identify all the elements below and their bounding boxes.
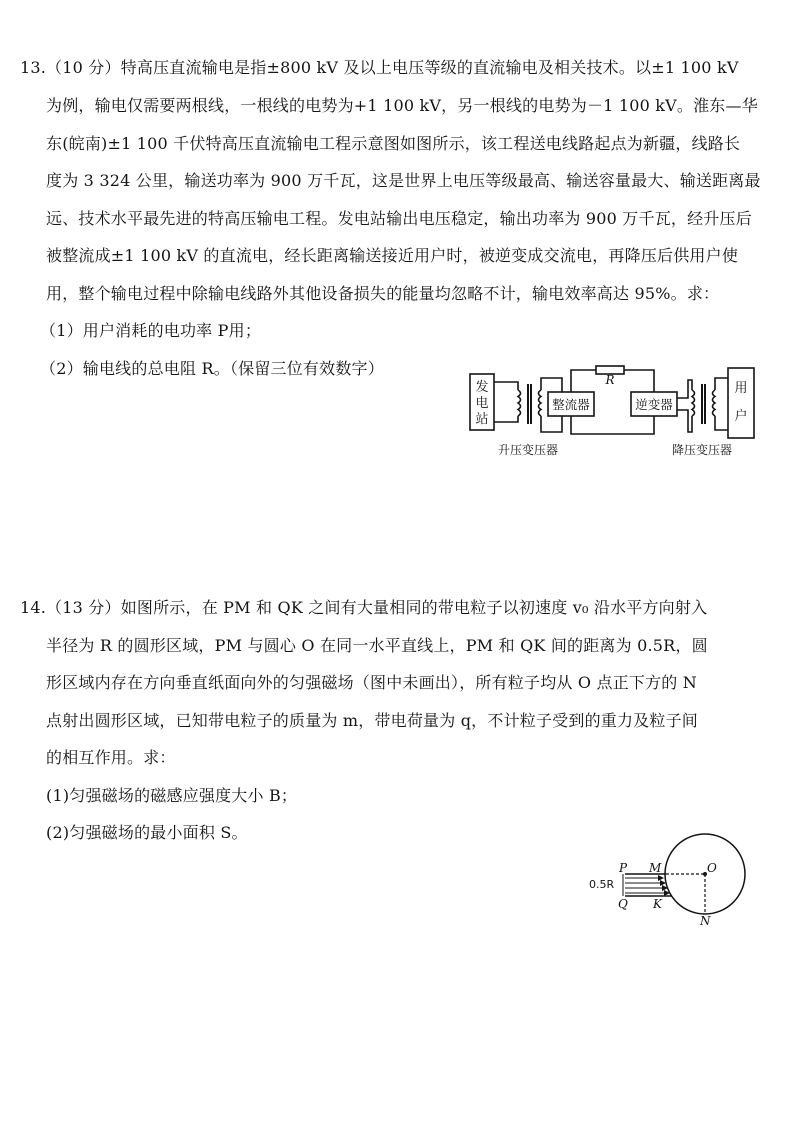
particle-beam-arrows: [625, 878, 669, 893]
q13-line-6: 被整流成±1 100 kV 的直流电，经长距离输送接近用户时，被逆变成交流电，再降压后供用户使: [46, 246, 739, 265]
q13-line-3: 东(皖南)±1 100 千伏特高压直流输电工程示意图如图所示，该工程送电线路起点为新疆，线路长: [46, 134, 741, 153]
station-char-3: 站: [475, 412, 489, 427]
q14-line-2: 半径为 R 的圆形区域，PM 与圆心 O 在同一水平直线上，PM 和 QK 间的距离为 0.5R，圆: [46, 636, 708, 655]
q14-line-5: 的相互作用。求：: [46, 748, 176, 767]
label-N: N: [700, 914, 711, 928]
q14-line-1: 14.（13 分）如图所示，在 PM 和 QK 之间有大量相同的带电粒子以初速度 v₀ 沿水平方向射入: [20, 598, 708, 617]
q13-sub-question-2: （2）输电线的总电阻 R。（保留三位有效数字）: [40, 359, 384, 378]
rectifier-label: 整流器: [552, 397, 590, 412]
transmission-diagram: [462, 360, 762, 470]
resistor-label: R: [605, 373, 615, 387]
magnetic-field-diagram: [585, 828, 755, 928]
step-up-transformer-label: 升压变压器: [497, 443, 559, 457]
q13-sub-question-1: （1）用户消耗的电功率 P用；: [40, 321, 262, 340]
user-char-2: 户: [734, 409, 748, 424]
label-Q: Q: [618, 897, 628, 911]
step-down-transformer-label: 降压变压器: [671, 443, 733, 457]
label-M: M: [649, 861, 662, 875]
station-char-1: 发: [475, 380, 489, 395]
label-distance: 0.5R: [589, 878, 615, 891]
step-up-transformer: [518, 384, 541, 424]
q14-sub-question-1: (1)匀强磁场的磁感应强度大小 B；: [46, 786, 298, 805]
user-box: [728, 368, 754, 438]
q13-line-4: 度为 3 324 公里，输送功率为 900 万千瓦，这是世界上电压等级最高、输送容量最大、输送距离最: [46, 171, 761, 190]
label-O: O: [707, 861, 717, 875]
station-char-2: 电: [475, 396, 489, 411]
q13-line-5: 远、技术水平最先进的特高压输电工程。发电站输出电压稳定，输出功率为 900 万千瓦，经升压后: [46, 209, 752, 228]
q13-line-2: 为例，输电仅需要两根线，一根线的电势为+1 100 kV，另一根线的电势为－1 100 kV。淮东—华: [46, 96, 758, 115]
step-down-transformer: [692, 384, 715, 424]
user-char-1: 用: [734, 381, 748, 396]
inverter-label: 逆变器: [635, 397, 673, 412]
label-K: K: [653, 897, 662, 911]
label-P: P: [619, 861, 628, 875]
q14-line-4: 点射出圆形区域，已知带电粒子的质量为 m，带电荷量为 q，不计粒子受到的重力及粒子间: [46, 711, 698, 730]
q14-line-3: 形区域内存在方向垂直纸面向外的匀强磁场（图中未画出），所有粒子均从 O 点正下方的 N: [46, 673, 697, 692]
q13-line-7: 用，整个输电过程中除输电线路外其他设备损失的能量均忽略不计，输电效率高达 95%。求：: [46, 284, 720, 303]
q14-sub-question-2: (2)匀强磁场的最小面积 S。: [46, 823, 248, 842]
q13-line-1: 13.（10 分）特高压直流输电是指±800 kV 及以上电压等级的直流输电及相关技术。以±1 100 kV: [20, 58, 739, 77]
